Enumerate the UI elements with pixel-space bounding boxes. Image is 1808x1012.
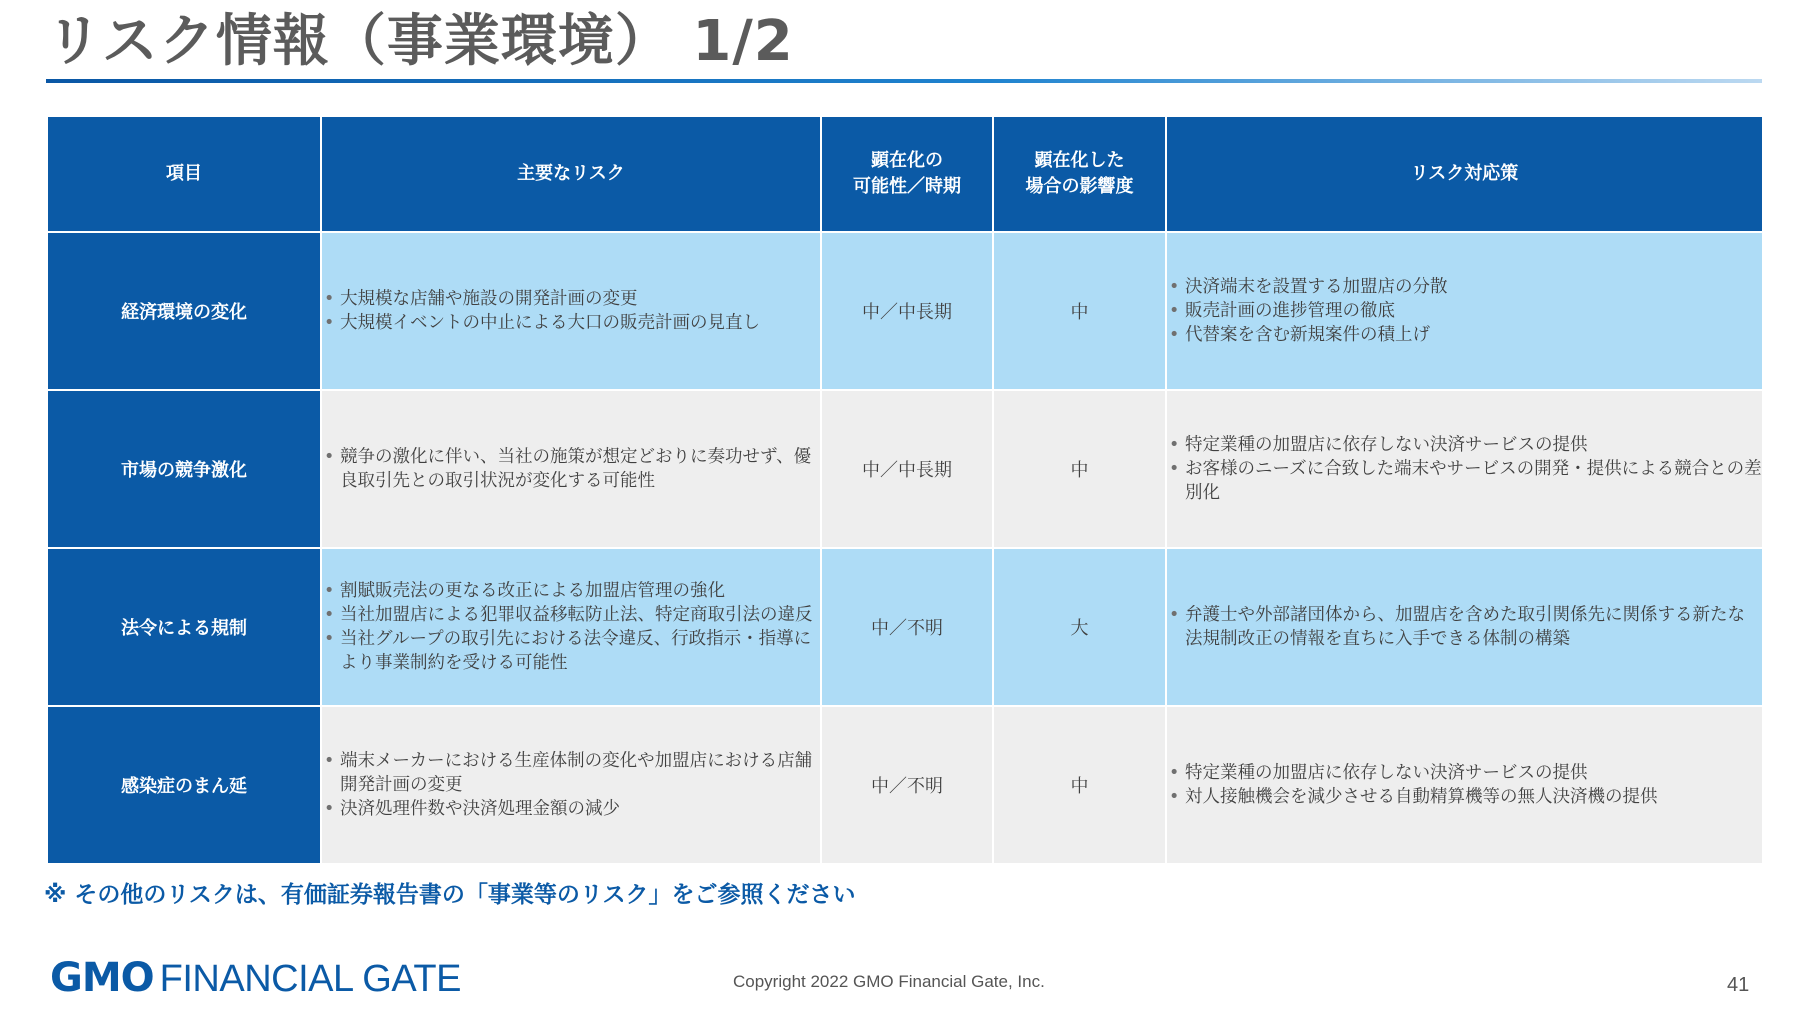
list-item: • 決済端末を設置する加盟店の分散	[1167, 275, 1762, 299]
measures-cell	[1166, 706, 1763, 864]
risk-cell	[321, 232, 821, 390]
list-item: • 弁護士や外部諸団体から、加盟店を含めた取引関係先に関係する新たな法規制改正の情報を直ちに入手できる体制の構築	[1167, 603, 1762, 651]
list-item: • 特定業種の加盟店に依存しない決済サービスの提供	[1167, 761, 1762, 785]
impact-cell: 中	[993, 232, 1166, 390]
impact-cell: 中	[993, 390, 1166, 548]
logo-gmo-mark: GMO	[50, 955, 154, 1001]
list-item: • 対人接触機会を減少させる自動精算機等の無人決済機の提供	[1167, 785, 1762, 809]
page-title: リスク情報（事業環境） 1/2	[46, 9, 794, 74]
company-logo	[50, 956, 461, 1001]
row-item: 法令による規制	[47, 548, 321, 706]
row-item: 市場の競争激化	[47, 390, 321, 548]
list-item: • お客様のニーズに合致した端末やサービスの開発・提供による競合との差別化	[1167, 457, 1762, 505]
list-item: • 当社グループの取引先における法令違反、行政指示・指導により事業制約を受ける可能性	[322, 627, 820, 675]
header-impact-line: 場合の影響度	[1025, 176, 1134, 197]
list-item: • 競争の激化に伴い、当社の施策が想定どおりに奏功せず、優良取引先との取引状況が変化する可能性	[322, 445, 820, 493]
risk-list	[322, 749, 820, 821]
table-row	[47, 390, 1763, 548]
risk-list	[322, 287, 820, 335]
header-measures: リスク対応策	[1166, 116, 1763, 232]
header-probability	[821, 116, 993, 232]
probability-cell: 中／不明	[821, 548, 993, 706]
logo-wordmark: FINANCIAL GATE	[159, 958, 461, 1000]
header-item: 項目	[47, 116, 321, 232]
title-underline	[46, 79, 1762, 83]
measures-list	[1167, 275, 1762, 347]
header-impact-line: 顕在化した	[1034, 150, 1125, 171]
list-item: • 決済処理件数や決済処理金額の減少	[322, 797, 820, 821]
impact-cell: 大	[993, 548, 1166, 706]
measures-list	[1167, 433, 1762, 505]
table-header-row	[47, 116, 1763, 232]
measures-cell	[1166, 548, 1763, 706]
risk-list	[322, 445, 820, 493]
probability-cell: 中／不明	[821, 706, 993, 864]
measures-list	[1167, 761, 1762, 809]
risk-list	[322, 579, 820, 675]
header-probability-line: 顕在化の	[871, 150, 943, 171]
measures-cell	[1166, 390, 1763, 548]
list-item: • 特定業種の加盟店に依存しない決済サービスの提供	[1167, 433, 1762, 457]
list-item: • 当社加盟店による犯罪収益移転防止法、特定商取引法の違反	[322, 603, 820, 627]
probability-cell: 中／中長期	[821, 232, 993, 390]
risk-cell	[321, 548, 821, 706]
probability-cell: 中／中長期	[821, 390, 993, 548]
table-row	[47, 706, 1763, 864]
table-row	[47, 548, 1763, 706]
page-number: 41	[1727, 974, 1750, 996]
list-item: • 販売計画の進捗管理の徹底	[1167, 299, 1762, 323]
list-item: • 代替案を含む新規案件の積上げ	[1167, 323, 1762, 347]
risk-table	[46, 115, 1764, 865]
header-risk: 主要なリスク	[321, 116, 821, 232]
header-probability-line: 可能性／時期	[853, 176, 961, 197]
list-item: • 大規模イベントの中止による大口の販売計画の見直し	[322, 311, 820, 335]
table-row	[47, 232, 1763, 390]
measures-cell	[1166, 232, 1763, 390]
impact-cell: 中	[993, 706, 1166, 864]
row-item: 感染症のまん延	[47, 706, 321, 864]
reference-note: ※ その他のリスクは、有価証券報告書の「事業等のリスク」をご参照ください	[44, 882, 856, 908]
list-item: • 端末メーカーにおける生産体制の変化や加盟店における店舗開発計画の変更	[322, 749, 820, 797]
list-item: • 大規模な店舗や施設の開発計画の変更	[322, 287, 820, 311]
row-item: 経済環境の変化	[47, 232, 321, 390]
header-impact	[993, 116, 1166, 232]
risk-cell	[321, 390, 821, 548]
risk-cell	[321, 706, 821, 864]
list-item: • 割賦販売法の更なる改正による加盟店管理の強化	[322, 579, 820, 603]
measures-list	[1167, 603, 1762, 651]
copyright: Copyright 2022 GMO Financial Gate, Inc.	[733, 972, 1045, 991]
